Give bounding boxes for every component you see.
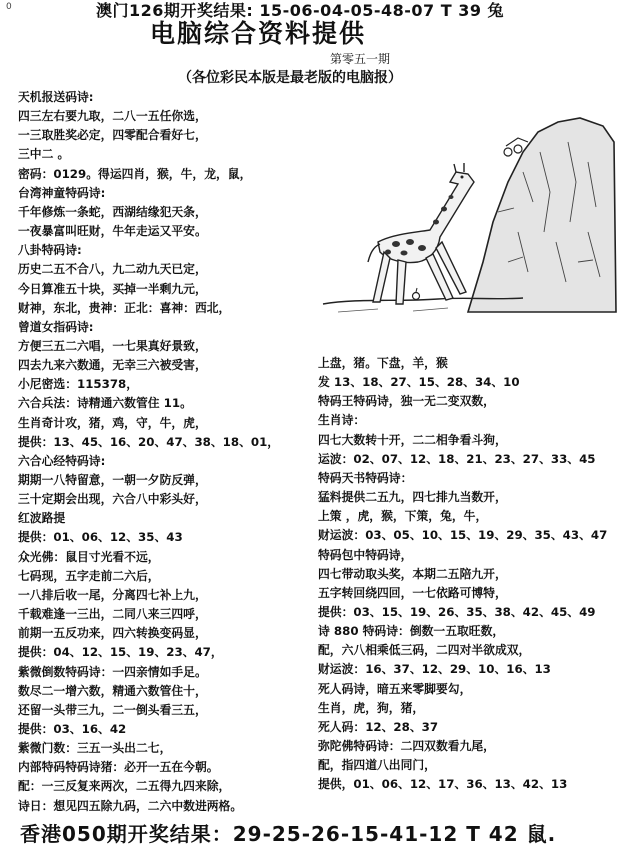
text-line: 上策 ，虎，猴，下策，兔，牛， [318, 509, 488, 524]
text-line: 四七带动取头奖，本期二五陪九开， [318, 566, 507, 581]
text-line: 密码：0129。得运四肖，猴，牛，龙，鼠， [18, 166, 252, 181]
text-line: 四三左右要九取，二八一五任你选， [18, 109, 207, 124]
text-line: 紫微倒数特码诗：一四亲情如手足。 [18, 664, 207, 679]
text-line: 死人码：12、28、37 [318, 719, 439, 734]
giraffe-cliff-illustration [318, 112, 618, 317]
text-line: 千年修炼一条蛇，西湖结缘犯天条， [18, 204, 207, 219]
text-line: 八卦特码诗: [18, 243, 82, 258]
text-line: 曾道女指码诗: [18, 319, 94, 334]
text-line: 弥陀佛特码诗：二四双数看九尾， [318, 739, 495, 753]
text-line: 内部特码特码诗猪：必开一五在今朝。 [18, 760, 219, 775]
text-line: 还留一头带三九，二一倒头看三五， [18, 702, 207, 717]
text-line: 财神，东北，贵神：正北：喜神：西北， [18, 300, 231, 315]
text-line: 一三取胜奖必定，四零配合看好七， [18, 128, 207, 143]
text-line: 猛料提供二五九，四七排九当数开， [318, 490, 507, 505]
text-line: 四去九来六数通，无幸三六被受害， [18, 358, 207, 373]
corner-mark: 0 [6, 2, 12, 12]
text-line: 前期一五反功来，四六转换变码显， [18, 626, 207, 641]
text-line: 一八排后收一尾，分离四七补上九， [18, 587, 207, 602]
text-line: 诗 880 特码诗：倒数一五取旺数， [318, 624, 505, 639]
text-line: 特码天书特码诗： [318, 470, 413, 485]
page-subtitle: （各位彩民本版是最老版的电脑报） [178, 70, 402, 86]
text-line: 配：一三反复来两次，二五得九四来除， [18, 779, 231, 794]
text-line: 特码王特码诗，独一无二变双数， [318, 394, 495, 409]
text-line: 提供：13、45、16、20、47、38、18、01， [18, 434, 280, 449]
text-line: 诗日：想见四五除九码，二六中数进两格。 [18, 798, 243, 813]
macau-draw-result: 澳门126期开奖结果: 15-06-04-05-48-07 T 39 兔 [96, 1, 505, 20]
text-line: 五字转回绕四回，一七依路可博特， [318, 585, 507, 600]
text-line: 上盘，猪。下盘，羊，猴 [318, 356, 448, 370]
text-line: 红波路提 [18, 511, 66, 526]
text-line: 财运波：03、05、10、15、19、29、35、43、47 [318, 528, 608, 543]
text-line: 千载难逢一三出，二同八来三四呼， [18, 607, 207, 622]
text-line: 数尽二一增六数，精通六数管住十， [18, 683, 207, 698]
text-line: 期期一八特留意，一朝一夕防反弹， [18, 473, 207, 487]
issue-number: 第零五一期 [330, 52, 391, 66]
hk-draw-result: 香港050期开奖结果：29-25-26-15-41-12 T 42 鼠. [20, 822, 557, 846]
text-line: 众光佛：鼠目寸光看不远， [18, 549, 160, 564]
text-line: 台湾神童特码诗: [18, 185, 106, 200]
text-line: 死人码诗，暗五来零脚要勾， [318, 681, 472, 696]
text-line: 历史二五不合八，九二动九天已定， [18, 262, 207, 277]
text-line: 生肖诗： [318, 413, 366, 428]
text-line: 财运波：16、37、12、29、10、16、13 [318, 662, 551, 677]
text-line: 发 13、18、27、15、28、34、10 [318, 375, 520, 390]
text-line: 特码包中特码诗， [318, 547, 413, 562]
text-line: 六合兵法：诗精通六数管住 11。 [18, 396, 192, 411]
text-line: 四七大数转十开，二二相争看斗狗， [318, 432, 507, 447]
text-line: 提供：03、16、42 [18, 721, 127, 736]
text-line: 提供：03、15、19、26、35、38、42、45、49 [318, 604, 596, 619]
text-line: 提供，01、06、12、17、36、13、42、13 [318, 777, 568, 792]
text-line: 配，指四道八出同门， [318, 758, 436, 773]
text-line: 天机报送码诗: [18, 90, 94, 104]
text-line: 方便三五二六唱，一七果真好景致， [18, 338, 207, 353]
text-line: 生肖奇计攻，猪，鸡，守，牛，虎， [18, 415, 207, 430]
text-line: 七码现，五字走前二六后， [18, 568, 160, 583]
text-line: 提供：01、06、12、35、43 [18, 530, 183, 545]
page-title: 电脑综合资料提供 [150, 19, 367, 48]
text-line: 三中二 。 [18, 147, 70, 162]
text-line: 紫微门数：三五一头出二七， [18, 741, 172, 756]
text-line: 今日算准五十块，买掉一半剩九元， [18, 281, 207, 296]
text-line: 一夜暴富叫旺财，牛年走运又平安。 [18, 224, 207, 239]
giraffe-figure [368, 163, 474, 304]
text-line: 三十定期会出现，六合八中彩头好， [18, 492, 207, 507]
text-line: 六合心经特码诗: [18, 453, 106, 468]
text-line: 小尼密选：115378， [18, 377, 139, 392]
text-line: 配，六八相乘低三码，二四对半欲成双， [318, 643, 531, 658]
text-line: 运波：02、07、12、18、21、23、27、33、45 [318, 451, 596, 466]
text-line: 生肖，虎，狗，猪， [318, 700, 425, 715]
text-line: 提供：04、12、15、19、23、47， [18, 645, 223, 660]
